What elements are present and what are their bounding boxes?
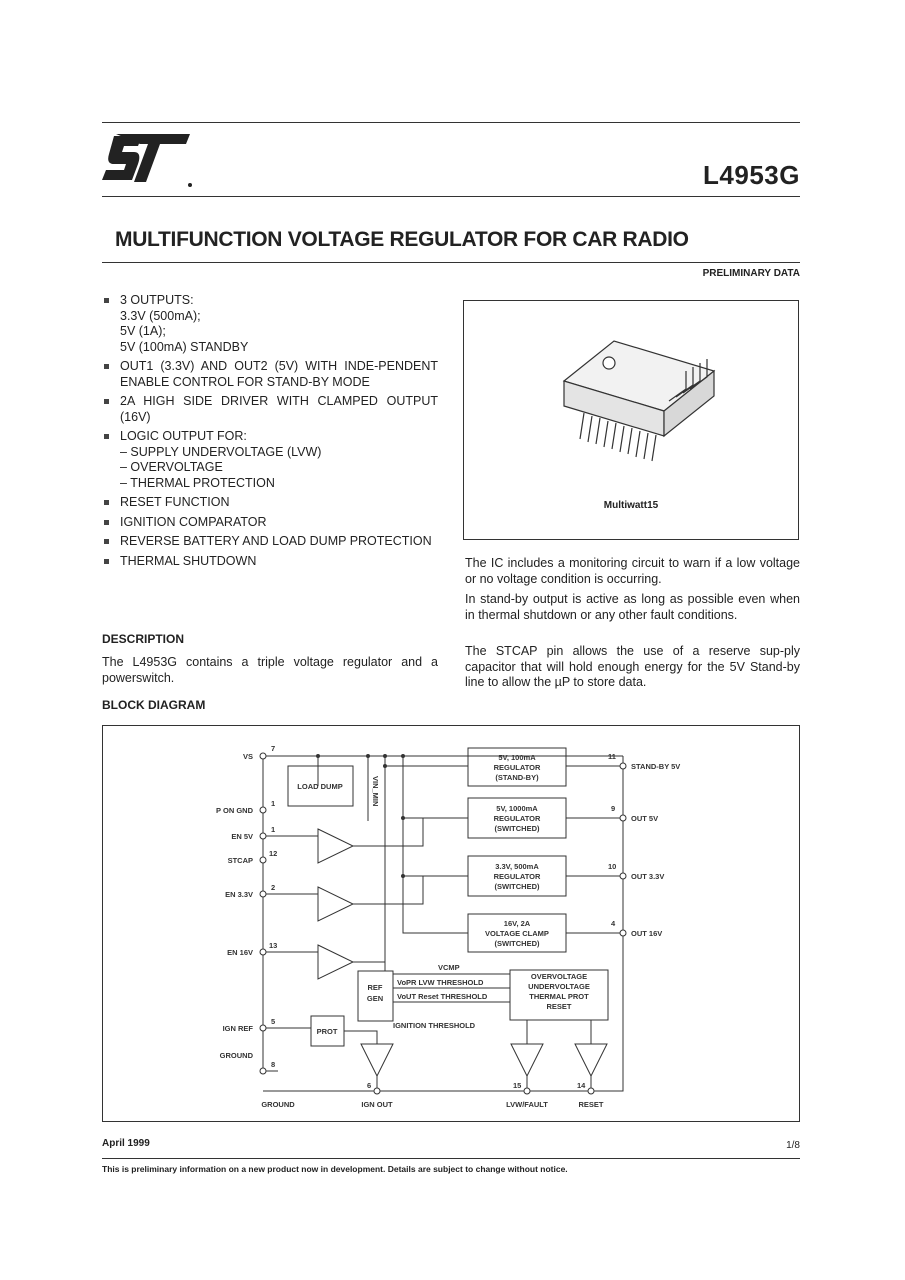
package-icon — [464, 301, 800, 501]
package-figure — [463, 300, 799, 540]
feature-item: LOGIC OUTPUT FOR: – SUPPLY UNDERVOLTAGE (LVW) – OVERVOLTAGE – THERMAL PROTECTION — [102, 429, 438, 491]
diagram-label: REGULATOR — [493, 763, 541, 772]
diagram-label: 5V, 1000mA — [496, 804, 538, 813]
pin-label-pon-gnd: P ON GND — [216, 806, 253, 815]
header-rule — [102, 196, 800, 197]
st-logo — [102, 130, 194, 195]
description-text: The L4953G contains a triple voltage regulator and a powerswitch. — [102, 655, 438, 685]
pin-label-en33v: EN 3.3V — [225, 890, 253, 899]
out-label-16v: OUT 16V — [631, 929, 663, 938]
pin-label-en5v: EN 5V — [231, 832, 253, 841]
diagram-label: (STAND-BY) — [495, 773, 539, 782]
pin-number: 8 — [271, 1060, 276, 1069]
paragraph-stcap: The STCAP pin allows the use of a reserve sup-ply capacitor that will hold enough energy for the 5V Stand-by line to allow the µP to store data. — [465, 644, 800, 689]
pin-number: 15 — [513, 1081, 522, 1090]
load-dump-label: LOAD DUMP — [297, 782, 343, 791]
block-diagram-heading: BLOCK DIAGRAM — [102, 698, 206, 712]
vin-label: VIN_MIN — [371, 776, 380, 807]
bottom-label-lvw: LVW/FAULT — [506, 1100, 548, 1109]
page-number: 1/8 — [786, 1140, 800, 1151]
pin-number: 1 — [271, 825, 276, 834]
feature-item: IGNITION COMPARATOR — [102, 515, 438, 531]
diagram-label: VoPR LVW THRESHOLD — [397, 978, 484, 987]
feature-item: OUT1 (3.3V) AND OUT2 (5V) WITH INDE-PENDENT ENABLE CONTROL FOR STAND-BY MODE — [102, 359, 438, 390]
diagram-label: REF — [367, 983, 383, 992]
diagram-label: REGULATOR — [493, 814, 541, 823]
diagram-label: THERMAL PROT — [529, 992, 589, 1001]
diagram-label: GEN — [366, 994, 384, 1003]
top-rule — [102, 122, 800, 123]
pin-number: 14 — [577, 1081, 586, 1090]
diagram-label: REGULATOR — [493, 872, 541, 881]
pin-label-stcap: STCAP — [227, 856, 253, 865]
pin-number: 5 — [271, 1017, 276, 1026]
footer-date: April 1999 — [102, 1138, 150, 1149]
pin-number: 11 — [608, 752, 616, 761]
diagram-label: UNDERVOLTAGE — [528, 982, 590, 991]
feature-item: 2A HIGH SIDE DRIVER WITH CLAMPED OUTPUT (16V) — [102, 394, 438, 425]
pin-number: 12 — [269, 849, 278, 858]
description-heading: DESCRIPTION — [102, 632, 185, 646]
part-number: L4953G — [703, 160, 800, 190]
feature-item: RESET FUNCTION — [102, 495, 438, 511]
pin-label-en16v: EN 16V — [227, 948, 253, 957]
package-label: Multiwatt15 — [603, 500, 659, 511]
diagram-label: IGNITION THRESHOLD — [393, 1021, 476, 1030]
feature-item: 3 OUTPUTS: 3.3V (500mA); 5V (1A); 5V (100mA) STANDBY — [102, 293, 438, 355]
pin-number: 9 — [611, 804, 616, 813]
paragraph-monitoring: The IC includes a monitoring circuit to warn if a low voltage or no voltage condition is occurring. — [465, 556, 800, 586]
diagram-label: 3.3V, 500mA — [495, 862, 539, 871]
pin-label-ignref: IGN REF — [222, 1024, 253, 1033]
pin-number: 4 — [611, 919, 616, 928]
diagram-label: OVERVOLTAGE — [530, 972, 588, 981]
document-title: MULTIFUNCTION VOLTAGE REGULATOR FOR CAR RADIO — [115, 228, 689, 251]
paragraph-standby: In stand-by output is active as long as possible even when in thermal shutdown or any other fault conditions. — [465, 592, 800, 622]
diagram-label: VOLTAGE CLAMP — [485, 929, 549, 938]
diagram-label: 5V, 100mA — [498, 753, 536, 762]
feature-item: THERMAL SHUTDOWN — [102, 554, 438, 570]
out-label-33v: OUT 3.3V — [631, 872, 665, 881]
diagram-label: VoUT Reset THRESHOLD — [397, 992, 488, 1001]
diagram-label: (SWITCHED) — [494, 882, 540, 891]
block-diagram-svg — [103, 726, 801, 1123]
title-rule — [102, 262, 800, 263]
status-label: PRELIMINARY DATA — [702, 268, 800, 279]
pin-number: 2 — [271, 883, 276, 892]
prot-label: PROT — [316, 1027, 338, 1036]
out-label-5v: OUT 5V — [631, 814, 659, 823]
diagram-label: (SWITCHED) — [494, 824, 540, 833]
out-label-standby: STAND-BY 5V — [631, 762, 681, 771]
feature-item: REVERSE BATTERY AND LOAD DUMP PROTECTION — [102, 534, 438, 550]
footnote: This is preliminary information on a new product now in development. Details are subject to change without notice. — [102, 1164, 568, 1174]
feature-list — [102, 293, 438, 573]
pin-number: 7 — [271, 744, 276, 753]
diagram-label: (SWITCHED) — [494, 939, 540, 948]
block-diagram — [102, 725, 800, 1122]
footer-rule — [102, 1158, 800, 1159]
pin-number: 10 — [608, 862, 617, 871]
pin-label-vs: VS — [242, 752, 253, 761]
diagram-label: RESET — [546, 1002, 572, 1011]
bottom-label-ignout: IGN OUT — [361, 1100, 393, 1109]
ground-note: GROUND — [261, 1100, 295, 1109]
bottom-label-reset: RESET — [578, 1100, 604, 1109]
pin-number: 6 — [367, 1081, 372, 1090]
pin-label-ground: GROUND — [219, 1051, 253, 1060]
pin-number: 13 — [269, 941, 278, 950]
diagram-label: 16V, 2A — [503, 919, 531, 928]
pin-number: 1 — [271, 799, 276, 808]
vcmp-label: VCMP — [438, 963, 460, 972]
